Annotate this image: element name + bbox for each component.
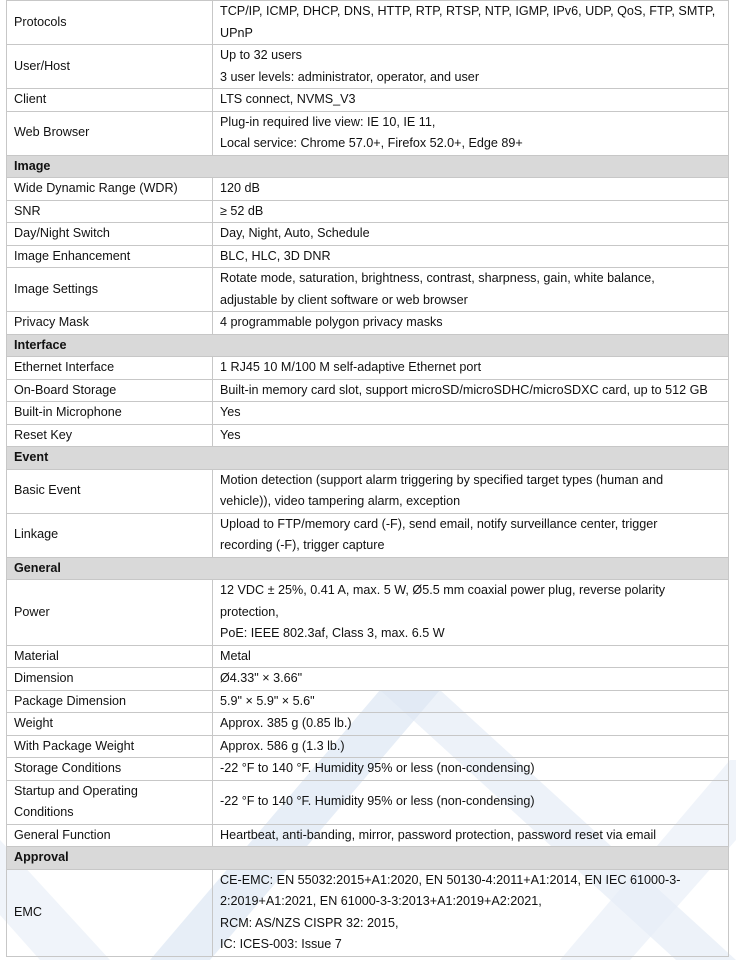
spec-label: Dimension — [7, 668, 213, 691]
spec-label: Startup and Operating Conditions — [7, 780, 213, 824]
spec-label: Weight — [7, 713, 213, 736]
spec-row — [7, 758, 729, 781]
spec-value: 4 programmable polygon privacy masks — [213, 312, 729, 335]
spec-label: User/Host — [7, 45, 213, 89]
spec-value: Day, Night, Auto, Schedule — [213, 223, 729, 246]
spec-label: On-Board Storage — [7, 379, 213, 402]
spec-value: Heartbeat, anti-banding, mirror, password protection, password reset via email — [213, 824, 729, 847]
spec-value: 1 RJ45 10 M/100 M self-adaptive Ethernet port — [213, 357, 729, 380]
spec-value: Approx. 385 g (0.85 lb.) — [213, 713, 729, 736]
section-title: Event — [7, 447, 729, 470]
spec-row — [7, 111, 729, 155]
spec-row — [7, 223, 729, 246]
spec-row — [7, 1, 729, 45]
spec-label: Protocols — [7, 1, 213, 45]
spec-value: -22 °F to 140 °F. Humidity 95% or less (non-condensing) — [213, 758, 729, 781]
spec-label: Day/Night Switch — [7, 223, 213, 246]
spec-row — [7, 690, 729, 713]
spec-row — [7, 869, 729, 956]
spec-value: BLC, HLC, 3D DNR — [213, 245, 729, 268]
spec-label: Web Browser — [7, 111, 213, 155]
spec-label: Package Dimension — [7, 690, 213, 713]
spec-label: Power — [7, 580, 213, 646]
spec-row — [7, 424, 729, 447]
spec-label: EMC — [7, 869, 213, 956]
section-header-event — [7, 447, 729, 470]
spec-row — [7, 200, 729, 223]
spec-row — [7, 178, 729, 201]
spec-row — [7, 402, 729, 425]
spec-label: Ethernet Interface — [7, 357, 213, 380]
spec-label: Image Enhancement — [7, 245, 213, 268]
section-title: Interface — [7, 334, 729, 357]
spec-label: Client — [7, 89, 213, 112]
spec-value: 120 dB — [213, 178, 729, 201]
spec-value: CE-EMC: EN 55032:2015+A1:2020, EN 50130-4:2011+A1:2014, EN IEC 61000-3- 2:2019+A1:2021, EN 61000-3-3:2013+A1:2019+A2:2021, RCM: AS/NZS CISPR 32: 2015, IC: ICES-003: Issue 7 — [213, 869, 729, 956]
spec-row — [7, 824, 729, 847]
spec-value: TCP/IP, ICMP, DHCP, DNS, HTTP, RTP, RTSP, NTP, IGMP, IPv6, UDP, QoS, FTP, SMTP, UPnP — [213, 1, 729, 45]
spec-label: Privacy Mask — [7, 312, 213, 335]
spec-value: Ø4.33" × 3.66" — [213, 668, 729, 691]
spec-row — [7, 668, 729, 691]
spec-value: Metal — [213, 645, 729, 668]
spec-label: Reset Key — [7, 424, 213, 447]
section-title: Approval — [7, 847, 729, 870]
spec-row — [7, 513, 729, 557]
spec-value: Yes — [213, 424, 729, 447]
spec-row — [7, 89, 729, 112]
spec-row — [7, 45, 729, 89]
spec-label: Wide Dynamic Range (WDR) — [7, 178, 213, 201]
spec-table — [6, 0, 729, 957]
section-header-general — [7, 557, 729, 580]
spec-value: -22 °F to 140 °F. Humidity 95% or less (non-condensing) — [213, 780, 729, 824]
spec-value: 12 VDC ± 25%, 0.41 A, max. 5 W, Ø5.5 mm coaxial power plug, reverse polarity protection, PoE: IEEE 802.3af, Class 3, max. 6.5 W — [213, 580, 729, 646]
spec-value: Up to 32 users 3 user levels: administrator, operator, and user — [213, 45, 729, 89]
spec-value: Built-in memory card slot, support microSD/microSDHC/microSDXC card, up to 512 GB — [213, 379, 729, 402]
spec-value: LTS connect, NVMS_V3 — [213, 89, 729, 112]
spec-row — [7, 713, 729, 736]
section-title: Image — [7, 155, 729, 178]
spec-value: Upload to FTP/memory card (-F), send email, notify surveillance center, trigger recording (-F), trigger capture — [213, 513, 729, 557]
spec-row — [7, 379, 729, 402]
section-header-approval — [7, 847, 729, 870]
spec-row — [7, 245, 729, 268]
section-header-interface — [7, 334, 729, 357]
spec-row — [7, 645, 729, 668]
spec-label: Linkage — [7, 513, 213, 557]
section-header-image — [7, 155, 729, 178]
spec-row — [7, 580, 729, 646]
spec-label: General Function — [7, 824, 213, 847]
spec-row — [7, 357, 729, 380]
spec-row — [7, 735, 729, 758]
section-title: General — [7, 557, 729, 580]
spec-value: Rotate mode, saturation, brightness, contrast, sharpness, gain, white balance, adjustable by client software or web browser — [213, 268, 729, 312]
spec-label: SNR — [7, 200, 213, 223]
spec-label: With Package Weight — [7, 735, 213, 758]
spec-value: Yes — [213, 402, 729, 425]
spec-row — [7, 312, 729, 335]
spec-row — [7, 268, 729, 312]
spec-row — [7, 780, 729, 824]
spec-value: Plug-in required live view: IE 10, IE 11, Local service: Chrome 57.0+, Firefox 52.0+, Edge 89+ — [213, 111, 729, 155]
spec-label: Image Settings — [7, 268, 213, 312]
spec-label: Basic Event — [7, 469, 213, 513]
spec-row — [7, 469, 729, 513]
spec-value: Motion detection (support alarm triggering by specified target types (human and vehicle)), video tampering alarm, exception — [213, 469, 729, 513]
spec-value: Approx. 586 g (1.3 lb.) — [213, 735, 729, 758]
spec-label: Storage Conditions — [7, 758, 213, 781]
spec-label: Built-in Microphone — [7, 402, 213, 425]
spec-value: ≥ 52 dB — [213, 200, 729, 223]
spec-value: 5.9" × 5.9" × 5.6" — [213, 690, 729, 713]
spec-label: Material — [7, 645, 213, 668]
